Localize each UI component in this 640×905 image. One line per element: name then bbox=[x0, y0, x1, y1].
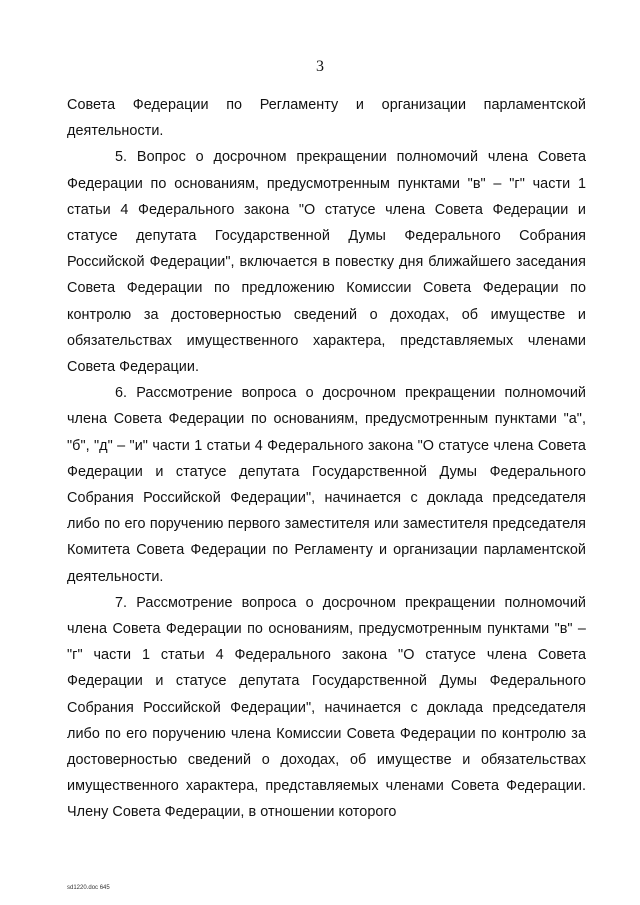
paragraph-item-7: 7. Рассмотрение вопроса о досрочном прекращении полномочий члена Совета Федерации по основаниям, предусмотренным пунктами "в" – "г" части 1 статьи 4 Федерального закона "О статусе члена Совета Федерации и статусе депутата Государственной Думы Федерального Собрания Российской Федерации", начинается с доклада председателя либо по его поручению члена Комиссии Совета Федерации по контролю за достоверностью сведений о доходах, об имуществе и обязательствах имущественного характера, представляемых членами Совета Федерации. Члену Совета Федерации, в отношении которого bbox=[67, 594, 586, 821]
document-body bbox=[67, 92, 586, 826]
paragraph-item-5: 5. Вопрос о досрочном прекращении полномочий члена Совета Федерации по основаниям, предусмотренным пунктами "в" – "г" части 1 статьи 4 Федерального закона "О статусе члена Совета Федерации и статусе депутата Государственной Думы Федерального Собрания Российской Федерации", включается в повестку дня ближайшего заседания Совета Федерации по предложению Комиссии Совета Федерации по контролю за достоверностью сведений о доходах, об имуществе и обязательствах имущественного характера, представляемых членами Совета Федерации. bbox=[67, 149, 586, 376]
paragraph-item-6: 6. Рассмотрение вопроса о досрочном прекращении полномочий члена Совета Федерации по основаниям, предусмотренным пунктами "а", "б", "д" – "и" части 1 статьи 4 Федерального закона "О статусе члена Совета Федерации и статусе депутата Государственной Думы Федерального Собрания Российской Федерации", начинается с доклада председателя либо по его поручению первого заместителя или заместителя председателя Комитета Совета Федерации по Регламенту и организации парламентской деятельности. bbox=[67, 385, 586, 585]
page-number: 3 bbox=[316, 58, 324, 75]
paragraph-continuation: Совета Федерации по Регламенту и организации парламентской деятельности. bbox=[67, 97, 586, 140]
file-reference-footer: sd1220.doc 645 bbox=[67, 885, 110, 891]
